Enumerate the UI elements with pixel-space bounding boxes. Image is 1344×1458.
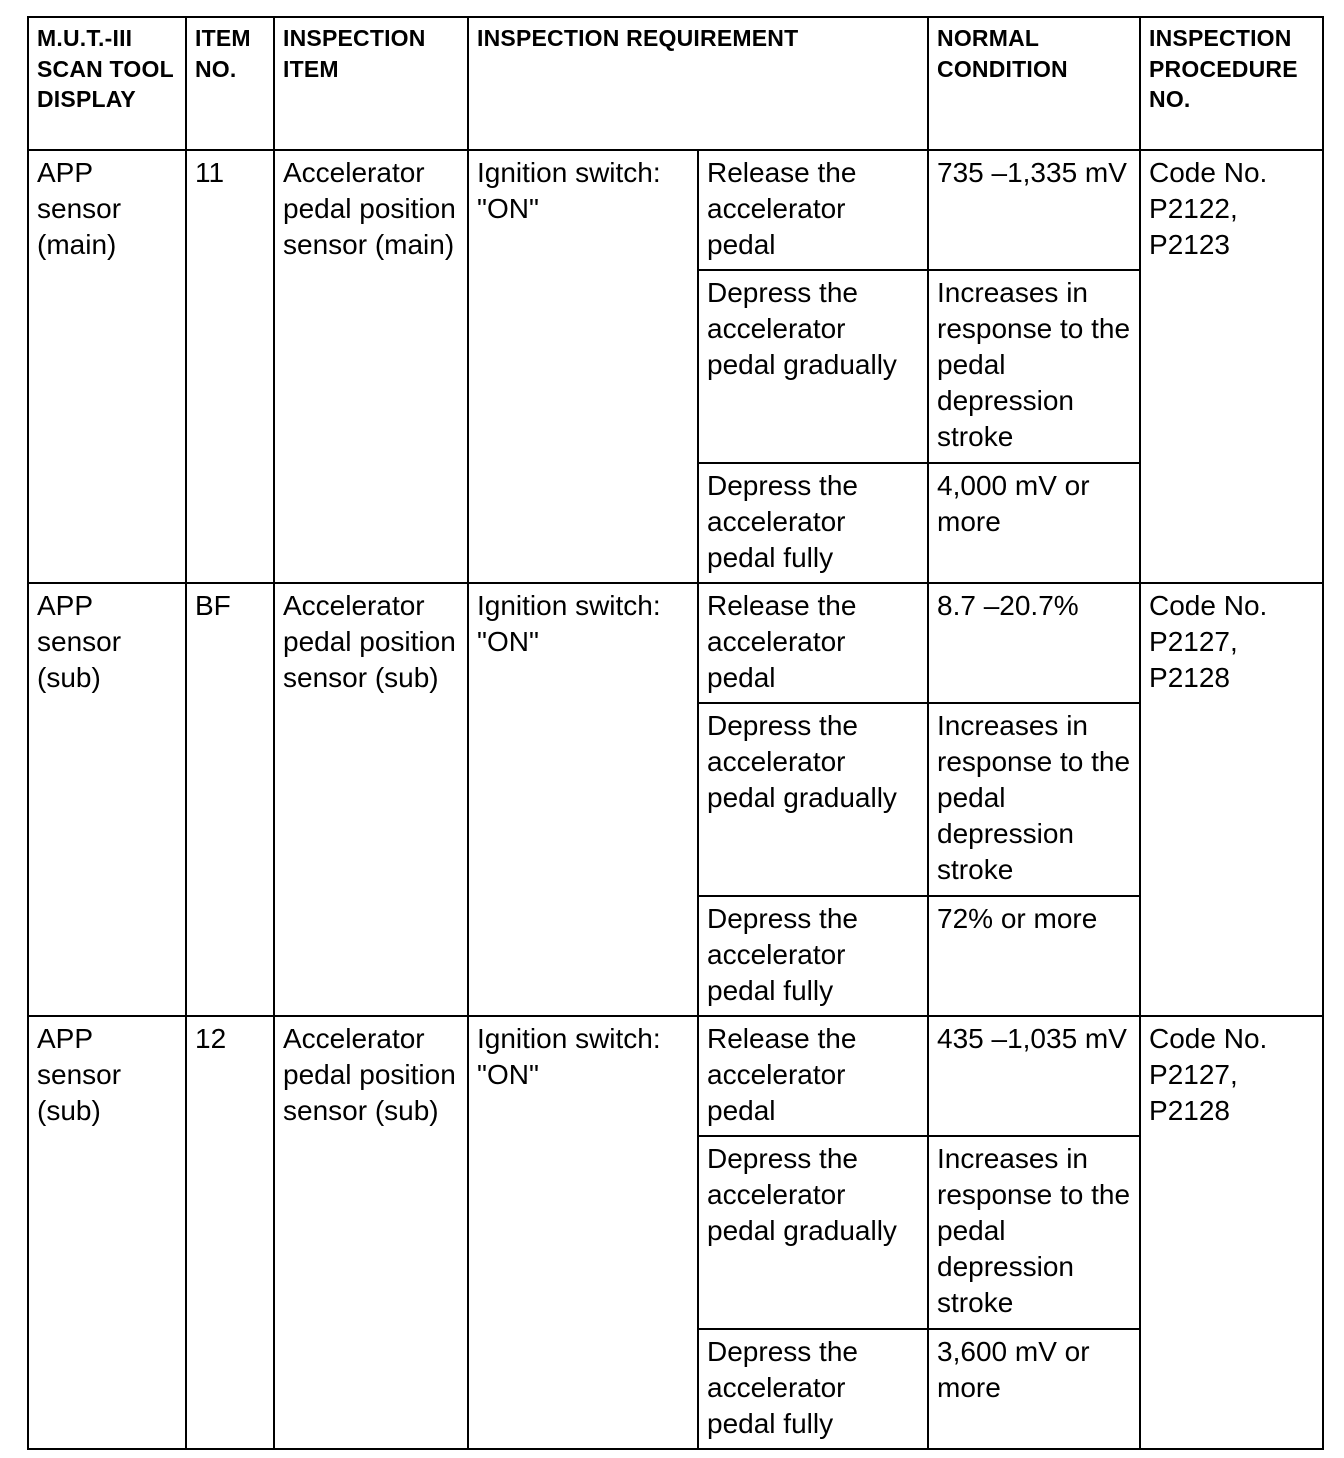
condition-cell: Depress the accelerator pedal fully [698,463,928,583]
procedure-cell: Code No. P2127, P2128 [1140,1016,1323,1449]
item-no-cell: BF [186,583,274,1016]
inspection-table [27,16,1324,1450]
condition-cell: Depress the accelerator pedal fully [698,896,928,1016]
requirement-cell: Ignition switch: "ON" [468,150,698,583]
header-item-no: ITEM NO. [186,17,274,150]
condition-cell: Depress the accelerator pedal fully [698,1329,928,1449]
inspection-item-cell: Accelerator pedal position sensor (main) [274,150,468,583]
condition-cell: Depress the accelerator pedal gradually [698,703,928,896]
condition-cell: Release the accelerator pedal [698,583,928,703]
condition-cell: Depress the accelerator pedal gradually [698,1136,928,1329]
normal-cell: 4,000 mV or more [928,463,1140,583]
display-cell: APP sensor (main) [28,150,186,583]
item-no-cell: 11 [186,150,274,583]
normal-cell: 72% or more [928,896,1140,1016]
header-scan-tool-display: M.U.T.-III SCAN TOOL DISPLAY [28,17,186,150]
condition-cell: Release the accelerator pedal [698,1016,928,1136]
condition-cell: Release the accelerator pedal [698,150,928,270]
requirement-cell: Ignition switch: "ON" [468,1016,698,1449]
table-row [28,1016,1323,1136]
table-row [28,150,1323,270]
normal-cell: Increases in response to the pedal depression stroke [928,270,1140,463]
inspection-item-cell: Accelerator pedal position sensor (sub) [274,583,468,1016]
procedure-cell: Code No. P2127, P2128 [1140,583,1323,1016]
normal-cell: 8.7 –20.7% [928,583,1140,703]
inspection-item-cell: Accelerator pedal position sensor (sub) [274,1016,468,1449]
normal-cell: 435 –1,035 mV [928,1016,1140,1136]
item-no-cell: 12 [186,1016,274,1449]
normal-cell: Increases in response to the pedal depression stroke [928,703,1140,896]
header-normal-condition: NORMAL CONDITION [928,17,1140,150]
header-row [28,17,1323,150]
header-inspection-requirement: INSPECTION REQUIREMENT [468,17,928,150]
header-inspection-item: INSPECTION ITEM [274,17,468,150]
condition-cell: Depress the accelerator pedal gradually [698,270,928,463]
normal-cell: 735 –1,335 mV [928,150,1140,270]
table-row [28,583,1323,703]
display-cell: APP sensor (sub) [28,1016,186,1449]
normal-cell: Increases in response to the pedal depression stroke [928,1136,1140,1329]
header-procedure-no: INSPECTION PROCEDURE NO. [1140,17,1323,150]
display-cell: APP sensor (sub) [28,583,186,1016]
procedure-cell: Code No. P2122, P2123 [1140,150,1323,583]
normal-cell: 3,600 mV or more [928,1329,1140,1449]
requirement-cell: Ignition switch: "ON" [468,583,698,1016]
